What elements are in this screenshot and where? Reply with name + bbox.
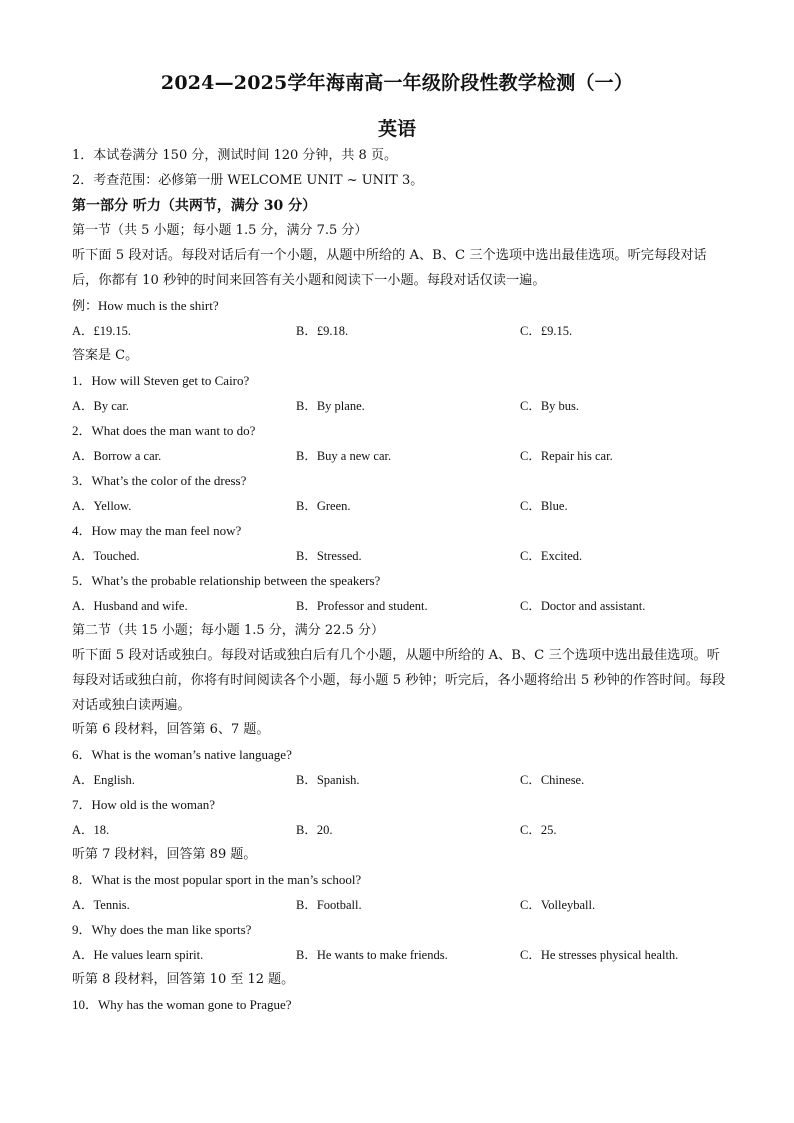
question-1: 1．How will Steven get to Cairo?: [72, 373, 250, 388]
question-6: 6．What is the woman’s native language?: [72, 747, 292, 762]
question-9: 9．Why does the man like sports?: [72, 922, 252, 937]
q9-option-a: A．He values learn spirit.: [72, 948, 204, 962]
q5-option-a: A．Husband and wife.: [72, 599, 188, 613]
q3-option-a: A．Yellow.: [72, 499, 132, 513]
q9-option-c: C．He stresses physical health.: [520, 948, 679, 962]
question-10: 10．Why has the woman gone to Prague?: [72, 997, 292, 1012]
material-7-instruction: 听第 7 段材料，回答第 89 题。: [72, 847, 257, 862]
q2-option-b: B．Buy a new car.: [296, 449, 392, 463]
q6-option-b: B．Spanish.: [296, 773, 360, 787]
example-option-c: C．£9.15.: [520, 324, 573, 338]
example-option-a: A．£19.15.: [72, 324, 132, 338]
q9-option-b: B．He wants to make friends.: [296, 948, 448, 962]
q6-option-a: A．English.: [72, 773, 135, 787]
q1-option-c: C．By bus.: [520, 399, 580, 413]
q8-option-c: C．Volleyball.: [520, 898, 596, 912]
question-8: 8．What is the most popular sport in the man’s school?: [72, 872, 362, 887]
example-answer: 答案是 C。: [72, 348, 139, 363]
q3-option-b: B．Green.: [296, 499, 351, 513]
section2-instructions: 听下面 5 段对话或独白。每段对话或独白后有几个小题，从题中所给的 A、B、C 三个选项中选出最佳选项。听每段对话或独白前，你将有时间阅读各个小题，每小题 5 秒钟；听完后，各小题将给出 5 秒钟的作答时间。每段对话或独白读两遍。: [72, 648, 726, 713]
material-8-instruction: 听第 8 段材料，回答第 10 至 12 题。: [72, 972, 295, 987]
q1-option-a: A．By car.: [72, 399, 129, 413]
q1-option-b: B．By plane.: [296, 399, 365, 413]
question-4: 4．How may the man feel now?: [72, 523, 242, 538]
q7-option-a: A．18.: [72, 823, 110, 837]
subject-title: 英语: [377, 118, 416, 140]
q7-option-b: B．20.: [296, 823, 333, 837]
note-1: 1．本试卷满分 150 分，测试时间 120 分钟，共 8 页。: [72, 148, 397, 163]
section1-heading: 第一节（共 5 小题；每小题 1.5 分，满分 7.5 分）: [72, 223, 368, 238]
question-7: 7．How old is the woman?: [72, 797, 215, 812]
q5-option-c: C．Doctor and assistant.: [520, 599, 646, 613]
question-3: 3．What’s the color of the dress?: [72, 473, 247, 488]
q2-option-c: C．Repair his car.: [520, 449, 613, 463]
section1-instructions: 听下面 5 段对话。每段对话后有一个小题，从题中所给的 A、B、C 三个选项中选出最佳选项。听完每段对话后，你都有 10 秒钟的时间来回答有关小题和阅读下一小题。每段对话仅读一遍。: [72, 248, 707, 288]
note-2: 2．考查范围：必修第一册 WELCOME UNIT ~ UNIT 3。: [72, 173, 424, 188]
question-5: 5．What’s the probable relationship between the speakers?: [72, 573, 381, 588]
q3-option-c: C．Blue.: [520, 499, 568, 513]
q4-option-a: A．Touched.: [72, 549, 140, 563]
part1-heading: 第一部分 听力（共两节，满分 30 分）: [72, 198, 317, 214]
q2-option-a: A．Borrow a car.: [72, 449, 162, 463]
q7-option-c: C．25.: [520, 823, 557, 837]
q5-option-b: B．Professor and student.: [296, 599, 428, 613]
example-option-b: B．£9.18.: [296, 324, 349, 338]
q8-option-b: B．Football.: [296, 898, 362, 912]
material-6-instruction: 听第 6 段材料，回答第 6、7 题。: [72, 722, 270, 737]
example-question: 例：How much is the shirt?: [72, 298, 219, 313]
section2-heading: 第二节（共 15 小题；每小题 1.5 分，满分 22.5 分）: [72, 623, 384, 638]
question-2: 2．What does the man want to do?: [72, 423, 256, 438]
q4-option-c: C．Excited.: [520, 549, 583, 563]
exam-title: 2024—2025学年海南高一年级阶段性教学检测（一）: [160, 72, 634, 94]
q8-option-a: A．Tennis.: [72, 898, 130, 912]
q6-option-c: C．Chinese.: [520, 773, 585, 787]
q4-option-b: B．Stressed.: [296, 549, 362, 563]
